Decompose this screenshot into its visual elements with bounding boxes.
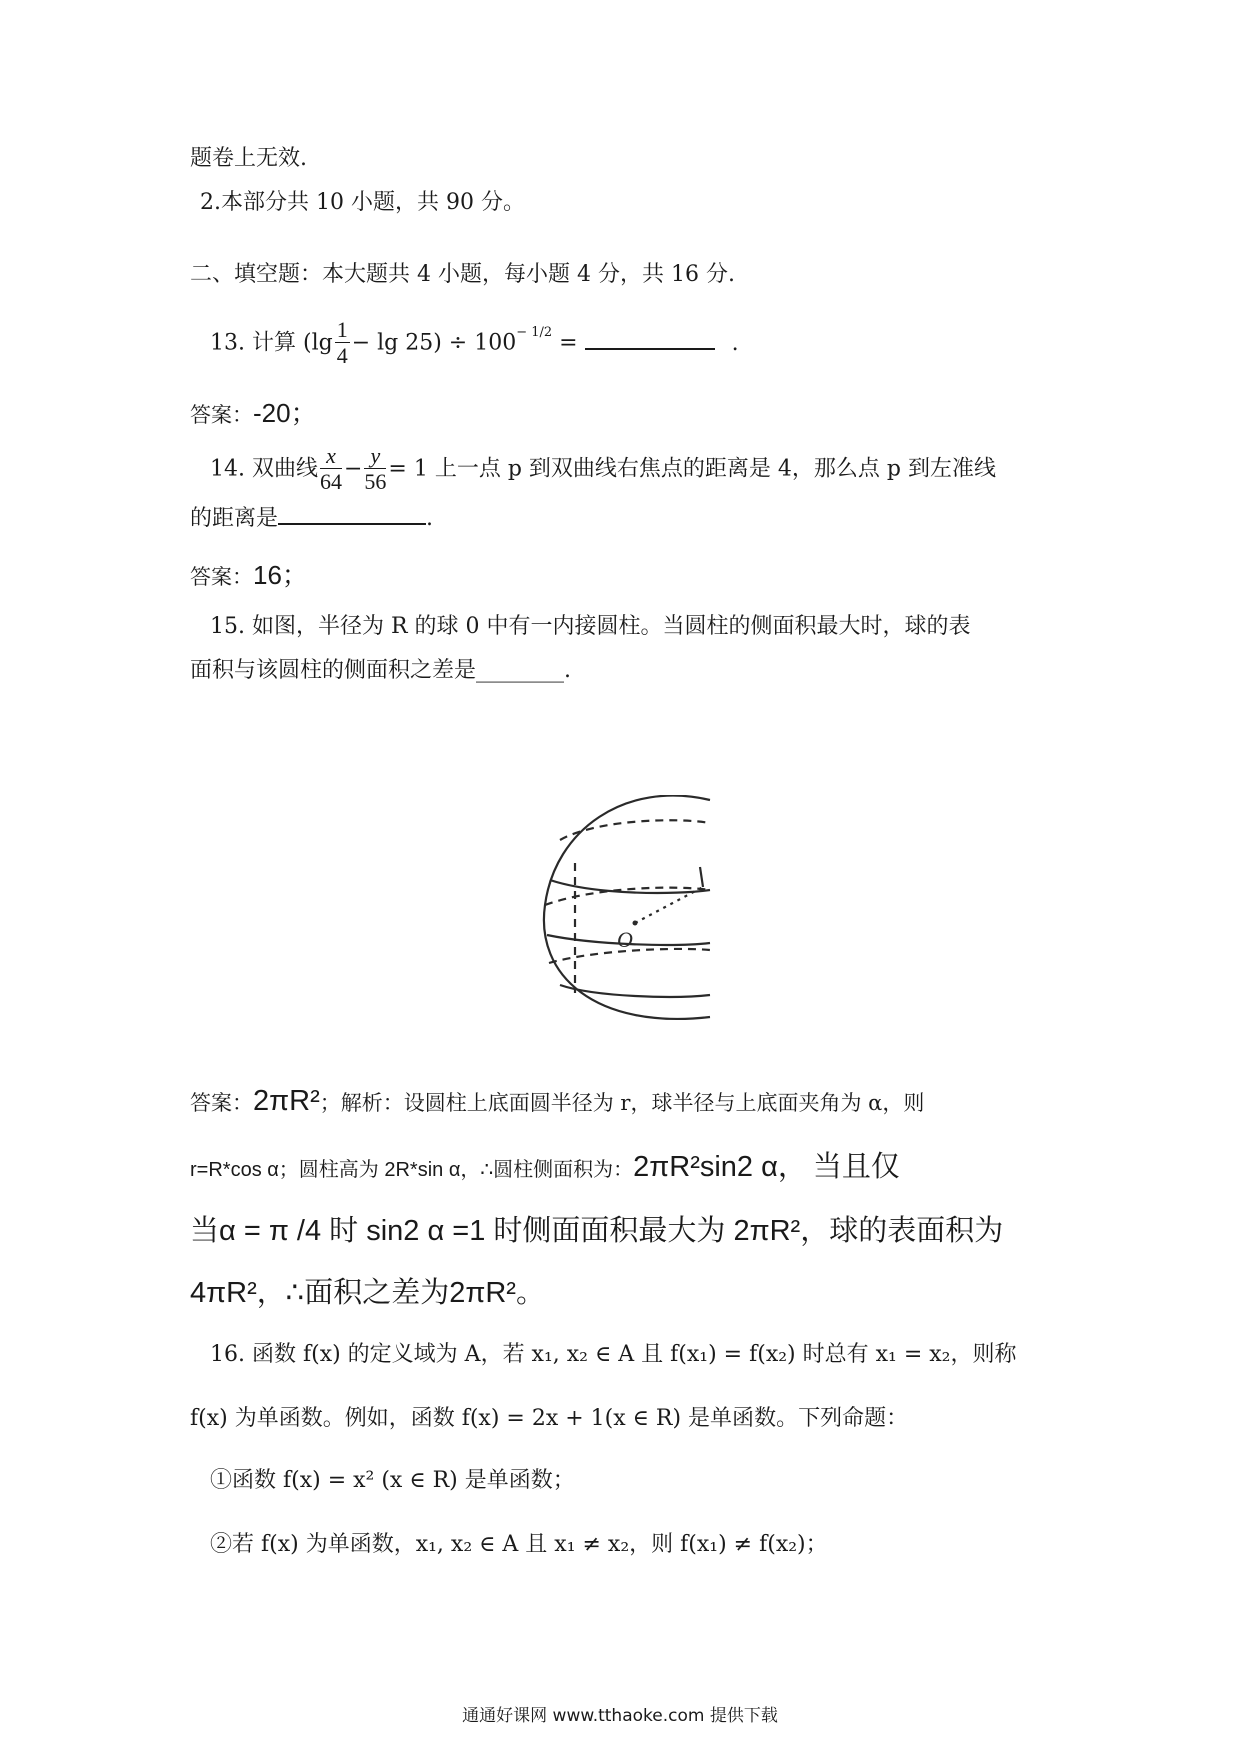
q14-fraction-x: $\frac{x}{64}$	[319, 443, 342, 494]
answer-15-line-2	[190, 1146, 900, 1190]
a15-line3c: 球的表面积为	[829, 1213, 1004, 1247]
answer-blank-14	[278, 523, 426, 525]
sphere-cylinder-figure	[535, 795, 715, 1025]
answer-15-value: 2πR²	[253, 1085, 320, 1117]
q13-lg1: (lg	[302, 330, 333, 356]
center-point	[633, 921, 638, 926]
answer-13	[190, 398, 317, 430]
question-16-line-1: 16. 函数 f(x) 的定义域为 A，若 x₁, x₂ ∈ A 且 f(x₁) = f(x₂) 时总有 x₁ = x₂，则称	[210, 1342, 1017, 1367]
label-o: O	[617, 927, 633, 952]
question-15-line-2: 面积与该圆柱的侧面积之差是________.	[190, 658, 571, 683]
a15-line2b: 2πR²sin2 α，	[633, 1151, 807, 1183]
q13-exponent: − 1/2	[516, 324, 553, 340]
answer-blank-13	[585, 348, 715, 350]
a15-line3b: α = π /4 时 sin2 α =1 时侧面面积最大为 2πR²，	[219, 1215, 830, 1247]
question-14	[210, 444, 996, 495]
bottom-ellipse-front	[560, 985, 710, 997]
question-16-item-1: ①函数 f(x) = x² (x ∈ R) 是单函数；	[210, 1468, 575, 1493]
sphere-outline	[544, 796, 710, 1019]
answer-14	[190, 560, 308, 592]
a15-line2c: 当且仅	[812, 1149, 900, 1183]
answer-15-line-1	[190, 1086, 924, 1118]
answer-14-value: 16；	[253, 560, 308, 590]
answer-15-line-3	[190, 1210, 1003, 1254]
q13-prefix: 13. 计算	[210, 330, 296, 356]
q13-end: .	[731, 330, 739, 356]
a15-line4b: 面积之差为	[304, 1275, 450, 1309]
answer-14-label: 答案：	[190, 565, 253, 589]
question-14-line-2	[190, 504, 433, 534]
a15-line2a: r=R*cos α；圆柱高为 2R*sin α，∴圆柱侧面积为：	[190, 1159, 634, 1181]
answer-15-label: 答案：	[190, 1091, 253, 1115]
q14-prefix: 14. 双曲线	[210, 456, 318, 482]
question-15-line-1: 15. 如图，半径为 R 的球 0 中有一内接圆柱。当圆柱的侧面积最大时，球的表	[210, 614, 971, 639]
a15-line3a: 当	[190, 1213, 220, 1247]
height-line	[700, 867, 703, 887]
q14-fraction-y: $\frac{y}{56}$	[364, 443, 387, 494]
q14-minus: −	[343, 456, 363, 482]
question-16-item-2: ②若 f(x) 为单函数，x₁, x₂ ∈ A 且 x₁ ≠ x₂，则 f(x₁) ≠ f(x₂)；	[210, 1532, 828, 1557]
answer-13-value: -20；	[253, 398, 317, 428]
a15-line4c: 2πR²。	[449, 1277, 545, 1309]
q14-end: .	[426, 506, 434, 531]
q13-lg2: − lg 25) ÷ 100	[351, 330, 517, 356]
question-13	[210, 318, 739, 370]
section-heading: 二、填空题：本大题共 4 小题，每小题 4 分，共 16 分.	[190, 262, 735, 287]
q13-fraction: $\frac{1}{4}$	[336, 317, 348, 368]
question-16-line-2: f(x) 为单函数。例如，函数 f(x) = 2x + 1(x ∈ R) 是单函数。下列命题：	[190, 1406, 909, 1431]
footer: 通通好课网 www.tthaoke.com 提供下载	[462, 1706, 778, 1726]
q14-rest: = 1 上一点 p 到双曲线右焦点的距离是 4，那么点 p 到左准线	[388, 456, 996, 482]
intro-line-1: 题卷上无效.	[190, 146, 307, 171]
answer-15-part1: ；解析：设圆柱上底面圆半径为 r，球半径与上底面夹角为 α，则	[319, 1091, 925, 1115]
q14-line2: 的距离是	[190, 506, 279, 531]
a15-line4a: 4πR²，∴	[190, 1277, 305, 1309]
intro-line-2: 2.本部分共 10 小题，共 90 分。	[200, 190, 525, 215]
answer-13-label: 答案：	[190, 403, 253, 427]
answer-15-line-4	[190, 1272, 545, 1316]
q13-equals: =	[552, 330, 585, 356]
